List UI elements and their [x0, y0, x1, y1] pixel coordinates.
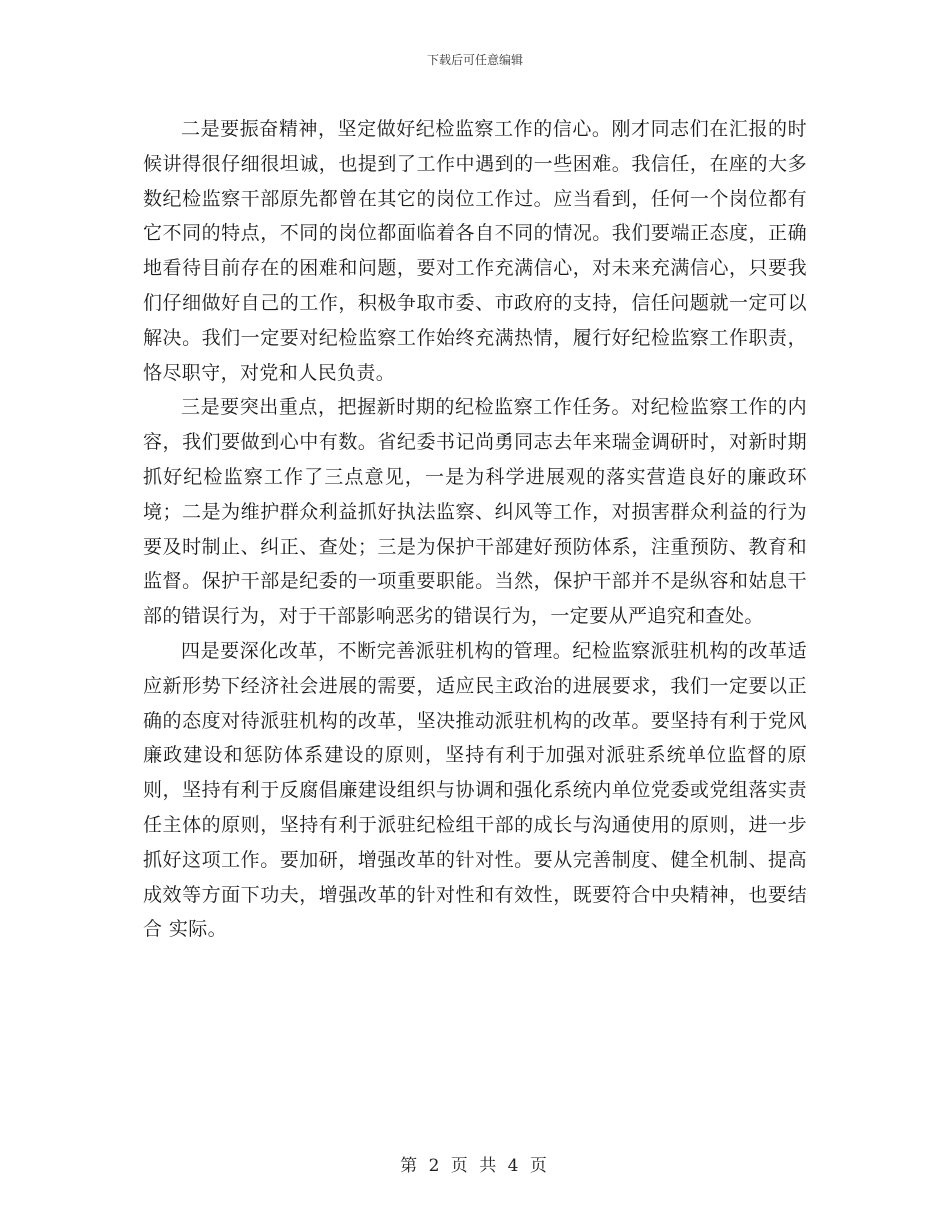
- paragraph-4: 四是要深化改革，不断完善派驻机构的管理。纪检监察派驻机构的改革适应新形势下经济社会进展的需要，适应民主政治的进展要求，我们一定要以正确的态度对待派驻机构的改革，坚决推动派驻机构的改革。要坚持有利于党风廉政建设和惩防体系建设的原则，坚持有利于加强对派驻系统单位监督的原则，坚持有利于反腐倡廉建设组织与协调和强化系统内单位党委或党组落实责任主体的原则，坚持有利于派驻纪检组干部的成长与沟通使用的原则，进一步抓好这项工作。要加研，增强改革的针对性。要从完善制度、健全机制、提高成效等方面下功夫，增强改革的针对性和有效性，既要符合中央精神，也要结合 实际。: [143, 639, 807, 941]
- document-body: [143, 112, 807, 947]
- paragraph-2: 二是要振奋精神，坚定做好纪检监察工作的信心。刚才同志们在汇报的时候讲得很仔细很坦诚，也提到了工作中遇到的一些困难。我信任，在座的大多数纪检监察干部原先都曾在其它的岗位工作过。应当看到，任何一个岗位都有它不同的特点，不同的岗位都面临着各自不同的情况。我们要端正态度，正确地看待目前存在的困难和问题，要对工作充满信心，对未来充满信心，只要我们仔细做好自己的工作，积极争取市委、市政府的支持，信任问题就一定可以解决。我们一定要对纪检监察工作始终充满热情，履行好纪检监察工作职责，恪尽职守，对党和人民负责。: [143, 118, 807, 384]
- page-number-footer: 第 2 页 共 4 页: [400, 1156, 550, 1176]
- page-header: 下载后可任意编辑: [426, 53, 523, 67]
- paragraph-3: 三是要突出重点，把握新时期的纪检监察工作任务。对纪检监察工作的内容，我们要做到心中有数。省纪委书记尚勇同志去年来瑞金调研时，对新时期抓好纪检监察工作了三点意见，一是为科学进展观的落实营造良好的廉政环境；二是为维护群众利益抓好执法监察、纠风等工作，对损害群众利益的行为要及时制止、纠正、查处；三是为保护干部建好预防体系，注重预防、教育和监督。保护干部是纪委的一项重要职能。当然，保护干部并不是纵容和姑息干部的错误行为，对于干部影响恶劣的错误行为，一定要从严追究和查处。: [143, 396, 807, 628]
